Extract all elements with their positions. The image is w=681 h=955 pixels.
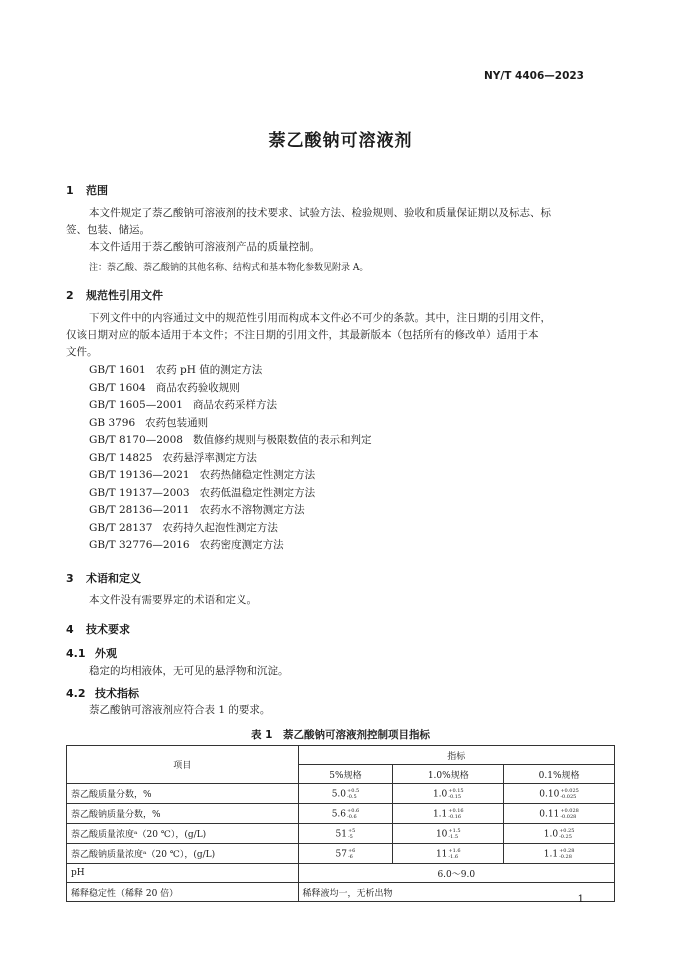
reference-item: GB/T 1605—2001 商品农药采样方法	[89, 399, 277, 411]
reference-item: GB/T 28136—2011 农药水不溶物测定方法	[89, 504, 305, 516]
page-number: 1	[577, 894, 584, 905]
reference-item: GB/T 8170—2008 数值修约规则与极限数值的表示和判定	[89, 434, 372, 446]
header-item: 项目	[67, 746, 299, 784]
cell-value: 0.10+0.025 -0.025	[504, 784, 615, 804]
row-label: 萘乙酸质量分数，%	[67, 784, 299, 804]
section-2-heading: 2 规范性引用文件	[66, 289, 163, 302]
table-row	[67, 883, 615, 902]
cell-value: 10+1.5 -1.5	[393, 824, 504, 844]
cell-value: 1.1+0.28 -0.28	[504, 844, 615, 864]
section-1-heading: 1 范围	[66, 184, 108, 197]
table-row	[67, 864, 615, 883]
section-1-para-1-cont: 签、包装、储运。	[66, 224, 150, 236]
spec-table	[66, 745, 615, 902]
section-1-para-2: 本文件适用于萘乙酸钠可溶液剂产品的质量控制。	[89, 241, 320, 253]
reference-item: GB/T 19136—2021 农药热储稳定性测定方法	[89, 469, 316, 481]
cell-value: 5.6+0.6 -0.6	[298, 804, 393, 824]
section-4-2-para: 萘乙酸钠可溶液剂应符合表 1 的要求。	[89, 704, 271, 716]
cell-value: 51+5 -5	[298, 824, 393, 844]
cell-value: 6.0～9.0	[298, 864, 614, 883]
row-label: 萘乙酸钠质量浓度ᵃ（20 ℃），(g/L)	[67, 844, 299, 864]
section-4-heading: 4 技术要求	[66, 623, 130, 636]
section-2-para-1-cont: 仅该日期对应的版本适用于本文件；不注日期的引用文件，其最新版本（包括所有的修改单）适用于本	[66, 329, 539, 341]
row-label: 稀释稳定性（稀释 20 倍）	[67, 883, 299, 902]
cell-value: 5.0+0.5 -0.5	[298, 784, 393, 804]
table-row	[67, 824, 615, 844]
section-1-note: 注：萘乙酸、萘乙酸钠的其他名称、结构式和基本物化参数见附录 A。	[89, 263, 369, 273]
row-label: 萘乙酸质量浓度ᵃ（20 ℃），(g/L)	[67, 824, 299, 844]
section-3-para: 本文件没有需要界定的术语和定义。	[89, 594, 257, 606]
section-3-heading: 3 术语和定义	[66, 572, 141, 585]
spec-label: 0.1%规格	[504, 765, 615, 784]
table-row	[67, 784, 615, 804]
section-4-2-heading: 4.2 技术指标	[66, 687, 139, 700]
cell-value: 1.1+0.16 -0.16	[393, 804, 504, 824]
header-index: 指标	[298, 746, 614, 765]
table-row	[67, 844, 615, 864]
reference-item: GB/T 28137 农药持久起泡性测定方法	[89, 521, 278, 534]
row-label: pH	[67, 864, 299, 883]
standard-number: NY/T 4406—2023	[484, 70, 584, 82]
table-caption: 表 1 萘乙酸钠可溶液剂控制项目指标	[251, 729, 430, 741]
section-1-para-1: 本文件规定了萘乙酸钠可溶液剂的技术要求、试验方法、检验规则、验收和质量保证期以及标志、标	[89, 207, 551, 219]
section-2-para-1: 下列文件中的内容通过文中的规范性引用而构成本文件必不可少的条款。其中，注日期的引用文件，	[89, 312, 551, 324]
row-label: 萘乙酸钠质量分数，%	[67, 804, 299, 824]
cell-value: 57+6 -6	[298, 844, 393, 864]
section-2-para-1-end: 文件。	[66, 346, 98, 358]
reference-item: GB/T 1601 农药 pH 值的测定方法	[89, 364, 263, 376]
spec-label: 1.0%规格	[393, 765, 504, 784]
reference-item: GB/T 14825 农药悬浮率测定方法	[89, 451, 257, 464]
reference-item: GB/T 19137—2003 农药低温稳定性测定方法	[89, 486, 316, 499]
table-header-row	[67, 746, 615, 765]
reference-item: GB 3796 农药包装通则	[89, 416, 209, 429]
cell-value: 1.0+0.25 -0.25	[504, 824, 615, 844]
cell-value: 稀释液均一，无析出物	[298, 883, 614, 902]
spec-label: 5%规格	[298, 765, 393, 784]
reference-item: GB/T 32776—2016 农药密度测定方法	[89, 539, 284, 551]
cell-value: 1.0+0.15 -0.15	[393, 784, 504, 804]
section-4-1-para: 稳定的均相液体，无可见的悬浮物和沉淀。	[89, 665, 289, 677]
cell-value: 0.11+0.028 -0.028	[504, 804, 615, 824]
document-title: 萘乙酸钠可溶液剂	[268, 131, 413, 151]
section-4-1-heading: 4.1 外观	[66, 647, 117, 660]
cell-value: 11+1.6 -1.6	[393, 844, 504, 864]
reference-item: GB/T 1604 商品农药验收规则	[89, 381, 240, 394]
table-row	[67, 804, 615, 824]
